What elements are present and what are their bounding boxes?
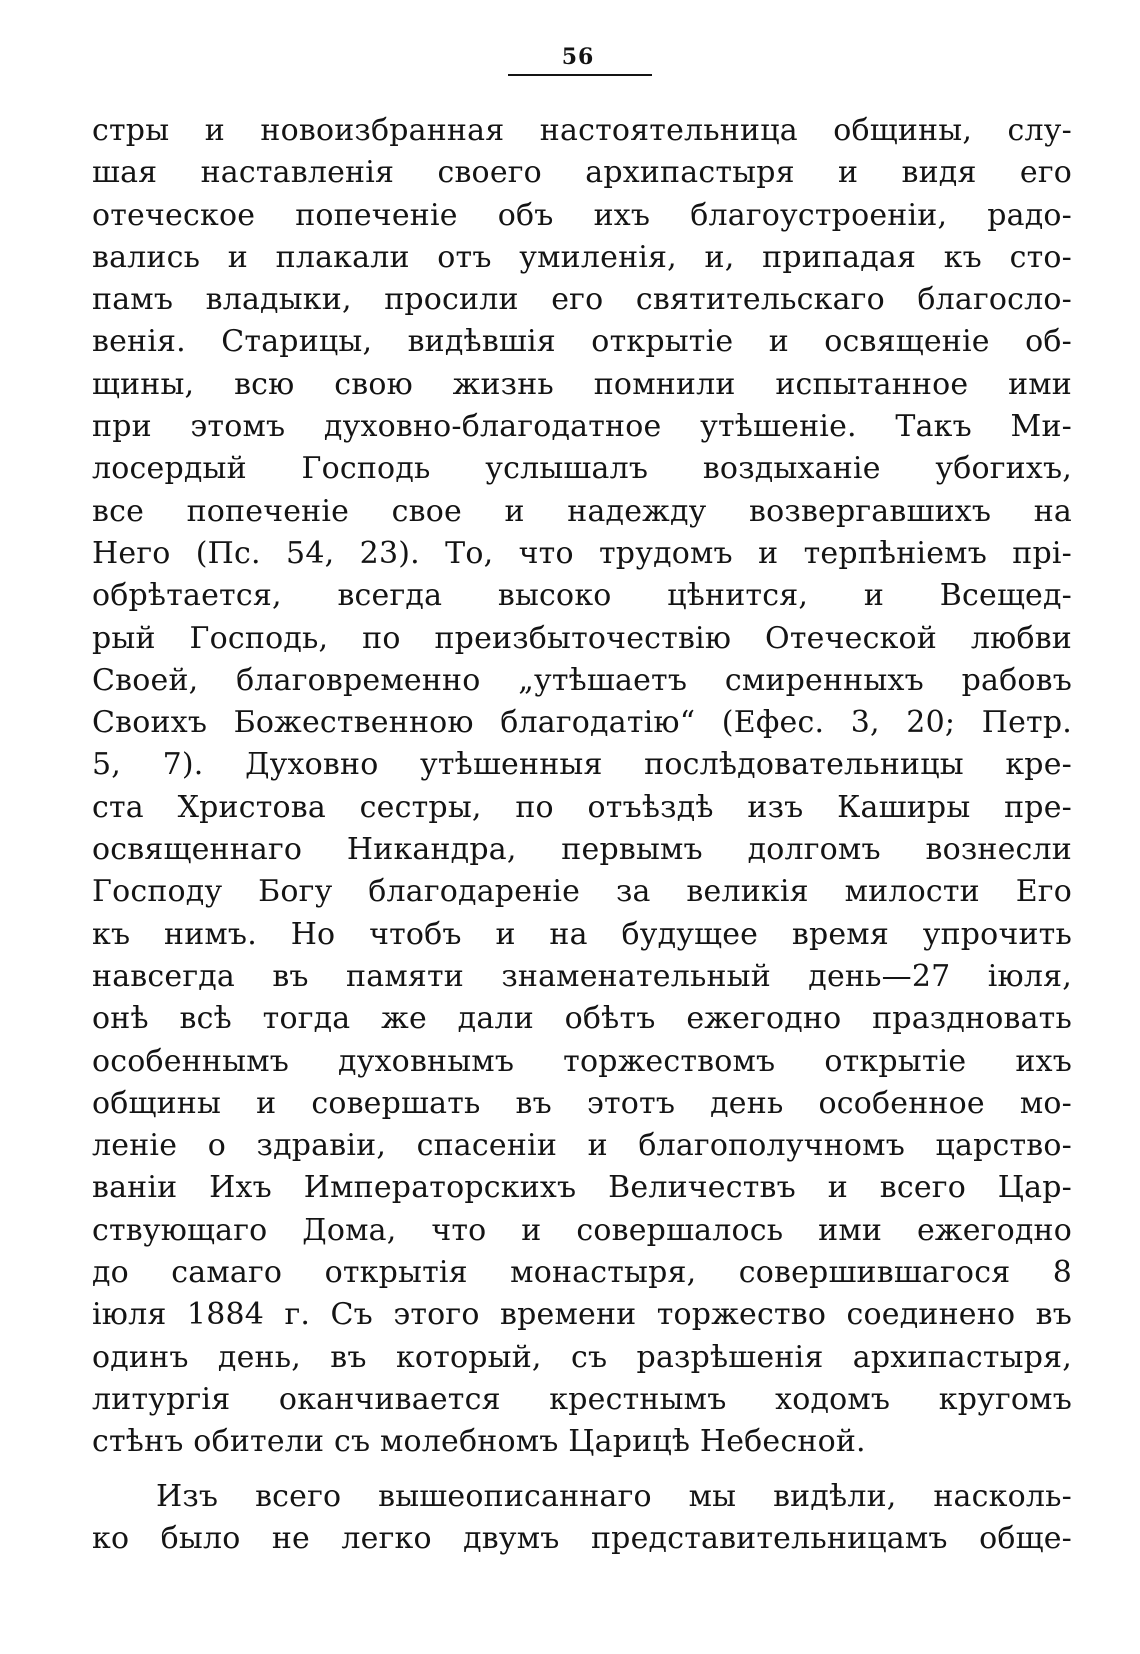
- text-line: іюля 1884 г. Съ этого времени торжество соединено въ: [92, 1297, 1072, 1333]
- text-line: ста Христова сестры, по отъѣздѣ изъ Каширы пре-: [92, 789, 1072, 825]
- text-line: общины и совершать въ этотъ день особенное мо-: [92, 1085, 1072, 1121]
- text-line: памъ владыки, просили его святительскаго благосло-: [92, 282, 1072, 318]
- text-line: ваніи Ихъ Императорскихъ Величествъ и всего Цар-: [92, 1170, 1072, 1206]
- text-line: вались и плакали отъ умиленія, и, припадая къ сто-: [92, 239, 1072, 275]
- text-line: навсегда въ памяти знаменательный день—27 іюля,: [92, 958, 1072, 994]
- text-line: лосердый Господь услышалъ воздыханіе убогихъ,: [92, 451, 1072, 487]
- text-line: Него (Пс. 54, 23). То, что трудомъ и терпѣніемъ прі-: [92, 535, 1072, 571]
- header-rule: [508, 74, 652, 76]
- paragraph-1: [92, 110, 1072, 1464]
- text-line: отеческое попеченіе объ ихъ благоустроеніи, радо-: [92, 197, 1072, 233]
- text-line: къ нимъ. Но чтобъ и на будущее время упрочить: [92, 916, 1072, 952]
- text-line: рый Господь, по преизбыточествію Отеческой любви: [92, 620, 1072, 656]
- text-line: Своей, благовременно „утѣшаетъ смиренныхъ рабовъ: [92, 662, 1072, 698]
- text-line: освященнаго Никандра, первымъ долгомъ вознесли: [92, 832, 1072, 868]
- text-line: онѣ всѣ тогда же дали обѣтъ ежегодно праздновать: [92, 1001, 1072, 1037]
- text-line: ствующаго Дома, что и совершалось ими ежегодно: [92, 1212, 1072, 1248]
- text-line: щины, всю свою жизнь помнили испытанное ими: [92, 366, 1072, 402]
- page-header: [500, 44, 656, 70]
- text-line: шая наставленія своего архипастыря и видя его: [92, 155, 1072, 191]
- text-line: литургія оканчивается крестнымъ ходомъ кругомъ: [92, 1381, 1072, 1417]
- text-line: ко было не легко двумъ представительницамъ обще-: [92, 1520, 1072, 1556]
- text-line-paragraph-end: стѣнъ обители съ молебномъ Царицѣ Небесной.: [92, 1424, 866, 1460]
- text-line: Своихъ Божественною благодатію“ (Ефес. 3, 20; Петр.: [92, 705, 1072, 741]
- text-line: все попеченіе свое и надежду возвергавшихъ на: [92, 493, 1072, 529]
- text-line: до самаго открытія монастыря, совершившагося 8: [92, 1255, 1072, 1291]
- text-line-indented: Изъ всего вышеописаннаго мы видѣли, насколь-: [156, 1478, 1072, 1514]
- paragraph-2: [92, 1476, 1072, 1561]
- text-line: стры и новоизбранная настоятельница общины, слу-: [92, 113, 1072, 148]
- text-line: обрѣтается, всегда высоко цѣнится, и Всещед-: [92, 578, 1072, 614]
- text-line: венія. Старицы, видѣвшія открытіе и освященіе об-: [92, 324, 1072, 360]
- text-line: одинъ день, въ который, съ разрѣшенія архипастыря,: [92, 1339, 1072, 1375]
- text-line: 5, 7). Духовно утѣшенныя послѣдовательницы кре-: [92, 747, 1072, 783]
- text-line: леніе о здравіи, спасеніи и благополучномъ царство-: [92, 1128, 1072, 1164]
- body-text: [92, 110, 1072, 1560]
- text-line: при этомъ духовно-благодатное утѣшеніе. Такъ Ми-: [92, 409, 1072, 445]
- page-number: 56: [561, 44, 595, 70]
- text-line: Господу Богу благодареніе за великія милости Его: [92, 874, 1072, 910]
- text-line: особеннымъ духовнымъ торжествомъ открытіе ихъ: [92, 1043, 1072, 1079]
